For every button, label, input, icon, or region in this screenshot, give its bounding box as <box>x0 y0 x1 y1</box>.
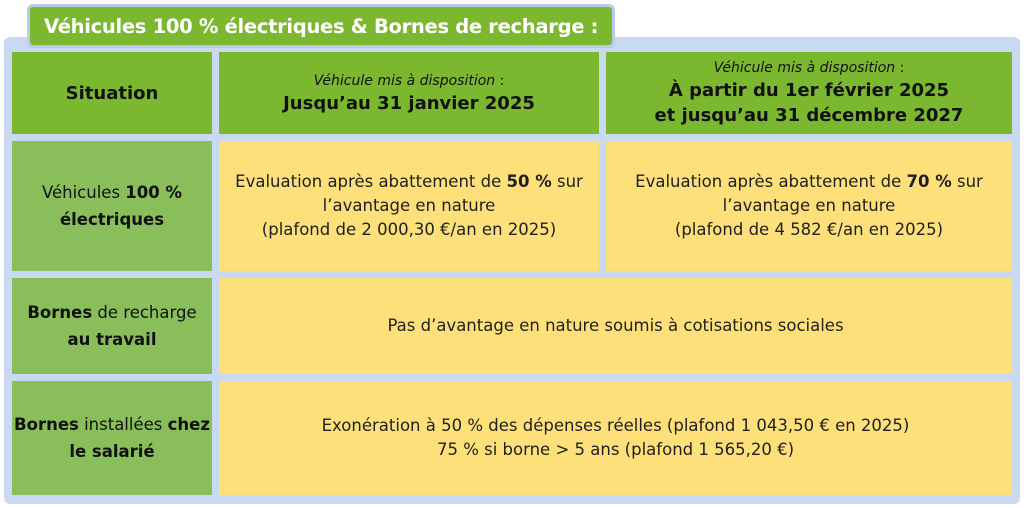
header-col2 <box>606 52 1012 134</box>
header-situation-label: Situation <box>65 82 159 104</box>
header-col2-sub: Véhicule mis à disposition : <box>713 60 905 76</box>
page-title <box>27 4 615 48</box>
row-home-chargers-value: Exonération à 50 % des dépenses réelles (plafond 1 043,50 € en 2025) 75 % si borne > 5 ans (plafond 1 565,20 €) <box>219 381 1012 495</box>
row-vehicles-col1: Evaluation après abattement de 50 % sur l’avantage en nature (plafond de 2 000,30 €/an en 2025) <box>219 141 599 271</box>
header-col2-main-2: et jusqu’au 31 décembre 2027 <box>654 105 964 126</box>
row-work-chargers-label: Bornes de recharge au travail <box>12 278 212 374</box>
row-vehicles-label: Véhicules 100 % électriques <box>12 141 212 271</box>
row-vehicles-col2: Evaluation après abattement de 70 % sur l’avantage en nature (plafond de 4 582 €/an en 2025) <box>606 141 1012 271</box>
header-col1 <box>219 52 599 134</box>
header-situation <box>12 52 212 134</box>
header-col2-main-1: À partir du 1er février 2025 <box>668 80 950 101</box>
header-col1-sub: Véhicule mis à disposition : <box>313 72 505 89</box>
header-col1-main: Jusqu’au 31 janvier 2025 <box>283 92 535 114</box>
row-home-chargers-label: Bornes installées chez le salarié <box>12 381 212 495</box>
page-title-text: Véhicules 100 % électriques & Bornes de recharge : <box>44 14 599 38</box>
row-work-chargers-value: Pas d’avantage en nature soumis à cotisations sociales <box>219 278 1012 374</box>
